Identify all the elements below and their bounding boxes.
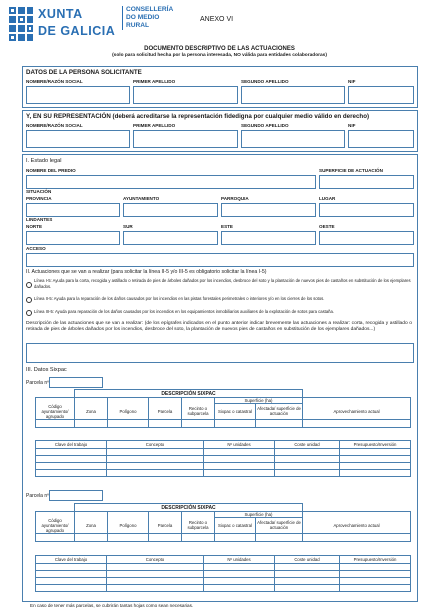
logo-text-line2: DE GALICIA: [38, 24, 116, 38]
col-coste-2: Coste unidad: [275, 556, 340, 564]
representacion-title: Y, EN SU REPRESENTACIÓN (deberá acreditarse la representación fidedigna por cualquier medio válido en derecho): [26, 113, 370, 120]
solicitante-nif-label: NIF: [348, 79, 356, 84]
linea3-radio[interactable]: [26, 310, 32, 316]
col-aprov-2: Aprovechamiento actual: [303, 518, 411, 534]
parcela-field-1[interactable]: [49, 377, 103, 388]
oeste-field[interactable]: [319, 231, 414, 245]
col-sixpac-1: Sixpac o catastral: [215, 404, 256, 420]
superficie-field[interactable]: [319, 175, 414, 189]
solicitante-apellido2-field[interactable]: [241, 86, 345, 104]
dept-line3: RURAL: [126, 22, 150, 29]
table-row[interactable]: [36, 470, 411, 477]
estado-title: I. Estado legal: [26, 158, 62, 164]
sur-field[interactable]: [123, 231, 218, 245]
col-clave-1: Clave del trabajo: [36, 441, 107, 449]
lindantes-label: LINDANTES: [26, 217, 53, 222]
col-concepto-1: Concepto: [107, 441, 204, 449]
table-row[interactable]: [36, 585, 411, 592]
dept-line2: DO MEDIO: [126, 14, 160, 21]
col-zona-2: Zona: [75, 518, 108, 534]
representacion-nif-field[interactable]: [348, 130, 414, 148]
col-presupuesto-1: Presupuesto/Inversión: [340, 441, 411, 449]
document-subtitle: (solo para solicitud hecha por la persona interesada, NO válida para entidades colaboradoras): [112, 53, 327, 58]
col-zona-1: Zona: [75, 404, 108, 420]
table-row[interactable]: [36, 571, 411, 578]
este-label: ESTE: [221, 224, 233, 229]
oeste-label: OESTE: [319, 224, 335, 229]
parcela-field-2[interactable]: [49, 490, 103, 501]
este-field[interactable]: [221, 231, 316, 245]
provincia-field[interactable]: [26, 203, 120, 217]
col-parcela-1: Parcela: [149, 404, 182, 420]
representacion-apellido2-field[interactable]: [241, 130, 345, 148]
table-row[interactable]: [36, 449, 411, 456]
linea3-text: Línea III-5: Ayuda para reparación de los daños causados por los incendios en los equipamientos inmobiliarios auxiliares de la explotación de sotos para castaña.: [34, 309, 334, 314]
table-row[interactable]: [36, 533, 411, 541]
col-aprov-1: Aprovechamiento actual: [303, 404, 411, 420]
nombre-predio-field[interactable]: [26, 175, 316, 189]
linea1-text: Línea I-5: Ayuda para la corta, recogida y astillado o retirada de pies de árboles dañados por los incendios, desbroce del soto y la plantación de nuevos pies de castaños en substitución de los ejemplares dañados.: [34, 278, 411, 289]
parroquia-field[interactable]: [221, 203, 316, 217]
representacion-nif-label: NIF: [348, 123, 356, 128]
solicitante-section: [22, 66, 418, 108]
col-codigo-2: Código ayuntamiento/ agrupado: [36, 518, 75, 534]
col-clave-2: Clave del trabajo: [36, 556, 107, 564]
footer-note: En caso de tener más parcelas, se cubrirán tantas hojas como sean necesarias.: [30, 603, 194, 608]
logo-text-line1: XUNTA: [38, 7, 83, 21]
col-recinto-1: Recinto o subparcela: [182, 404, 215, 420]
norte-field[interactable]: [26, 231, 120, 245]
descripcion-field[interactable]: [26, 343, 414, 363]
sur-label: SUR: [123, 224, 133, 229]
sigpac-title: III. Datos Sixpac: [26, 367, 67, 373]
col-coste-1: Coste unidad: [275, 441, 340, 449]
norte-label: NORTE: [26, 224, 43, 229]
annex-label: ANEXO VI: [200, 16, 234, 23]
table-row[interactable]: [36, 419, 411, 427]
xunta-emblem-icon: [8, 6, 34, 42]
representacion-nombre-field[interactable]: [26, 130, 130, 148]
col-recinto-2: Recinto o subparcela: [182, 518, 215, 534]
lugar-field[interactable]: [319, 203, 414, 217]
solicitante-apellido2-label: SEGUNDO APELLIDO: [241, 79, 289, 84]
col-unidades-1: Nº unidades: [204, 441, 275, 449]
col-sixpac-2: Sixpac o catastral: [215, 518, 256, 534]
ayuntamiento-label: AYUNTAMIENTO: [123, 196, 160, 201]
linea1-radio[interactable]: [26, 282, 32, 288]
parcela-label-2: Parcela nº: [26, 493, 49, 499]
table-row[interactable]: [36, 463, 411, 470]
linea2-text: Línea II-5: Ayuda para la reparación de los daños causados por los incendios en las pistas forestales perimetrales o interiores y/o en los cierres de los sotos.: [34, 296, 325, 301]
ayuntamiento-field[interactable]: [123, 203, 218, 217]
representacion-section: [22, 110, 418, 152]
xunta-logo: [8, 4, 118, 48]
solicitante-nombre-field[interactable]: [26, 86, 130, 104]
sixpac-table-2: [35, 503, 411, 542]
superficie-ha-header-1: Superficie (ha): [215, 398, 303, 404]
col-afectada-1: Afectada/ superficie de actuación: [256, 404, 303, 420]
linea2-radio[interactable]: [26, 297, 32, 303]
descripcion-text: Descripción de las actuaciones que se van a realizar: (de los epígrafes indicados en el punto anterior indicar brevemente las actuaciones a realizar: corta, recogida y astillado o retirada de pies de árboles dañados por los incendios, desbroce del soto, la plantación de nuevos pies de castaños en substitución de los ejemplares dañados...): [26, 321, 412, 333]
col-concepto-2: Concepto: [107, 556, 204, 564]
acceso-label: ACCESO: [26, 246, 46, 251]
representacion-apellido1-label: PRIMER APELLIDO: [133, 123, 176, 128]
descripcion-sixpac-header-2: DESCRIPCIÓN SIXPAC: [75, 504, 303, 512]
col-afectada-2: Afectada/ superficie de actuación: [256, 518, 303, 534]
solicitante-nif-field[interactable]: [348, 86, 414, 104]
actuaciones-title: II. Actuaciones que se van a realizar (para solicitar la línea II-5 y/o III-5 es obligatorio solicitar la línea I-5): [26, 269, 267, 275]
department-name: [122, 6, 173, 30]
representacion-apellido2-label: SEGUNDO APELLIDO: [241, 123, 289, 128]
solicitante-apellido1-label: PRIMER APELLIDO: [133, 79, 176, 84]
situacion-label: SITUACIÓN: [26, 189, 52, 194]
col-parcela-2: Parcela: [149, 518, 182, 534]
solicitante-apellido1-field[interactable]: [133, 86, 238, 104]
col-codigo-1: Código ayuntamiento/ agrupado: [36, 404, 75, 420]
main-section: [22, 154, 418, 602]
trabajos-table-1: [35, 440, 411, 477]
parcela-label-1: Parcela nº: [26, 380, 49, 386]
col-poligono-2: Polígono: [108, 518, 149, 534]
representacion-nombre-label: NOMBRE/RAZÓN SOCIAL: [26, 123, 83, 128]
trabajos-table-2: [35, 555, 411, 592]
col-poligono-1: Polígono: [108, 404, 149, 420]
nombre-predio-label: NOMBRE DEL PREDIO: [26, 168, 76, 173]
sixpac-table-1: [35, 389, 411, 428]
representacion-apellido1-field[interactable]: [133, 130, 238, 148]
lugar-label: LUGAR: [319, 196, 336, 201]
document-title: DOCUMENTO DESCRIPTIVO DE LAS ACTUACIONES: [144, 46, 295, 52]
superficie-ha-header-2: Superficie (ha): [215, 512, 303, 518]
acceso-field[interactable]: [26, 253, 414, 267]
col-unidades-2: Nº unidades: [204, 556, 275, 564]
superficie-label: SUPERFICIE DE ACTUACIÓN: [319, 168, 383, 173]
solicitante-title: DATOS DE LA PERSONA SOLICITANTE: [26, 69, 142, 76]
table-row[interactable]: [36, 578, 411, 585]
provincia-label: PROVINCIA: [26, 196, 52, 201]
col-presupuesto-2: Presupuesto/Inversión: [340, 556, 411, 564]
table-row[interactable]: [36, 564, 411, 571]
solicitante-nombre-label: NOMBRE/RAZÓN SOCIAL: [26, 79, 83, 84]
parroquia-label: PARROQUIA: [221, 196, 249, 201]
table-row[interactable]: [36, 456, 411, 463]
dept-line1: CONSELLERÍA: [126, 6, 174, 13]
descripcion-sixpac-header-1: DESCRIPCIÓN SIXPAC: [75, 390, 303, 398]
